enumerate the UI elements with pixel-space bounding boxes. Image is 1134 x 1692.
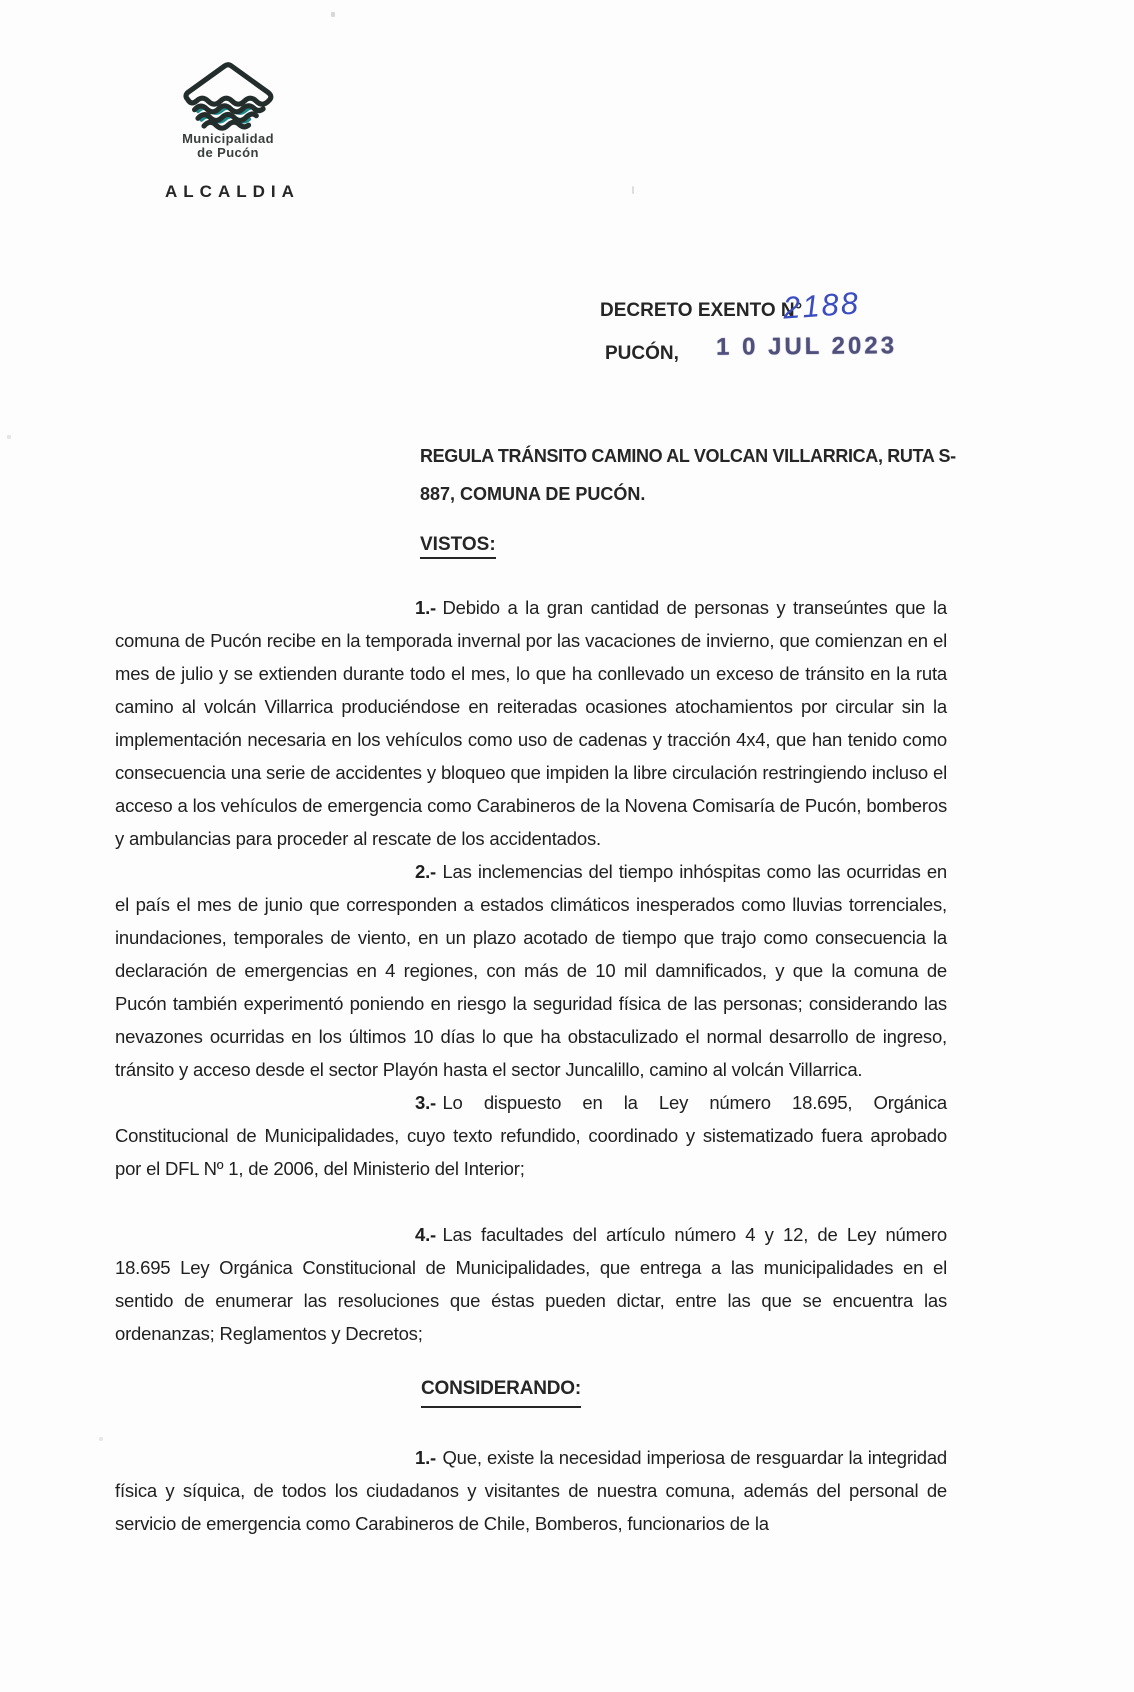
paragraph-text: Lo dispuesto en la Ley número 18.695, Orgánica Constitucional de Municipalidades, cuyo texto refundido, coordinado y sistematizado fuera aprobado por el DFL Nº 1, de 2006, del Ministerio del Interior;	[115, 1092, 947, 1179]
date-stamp: 1 0 JUL 2023	[715, 332, 898, 361]
vistos-heading	[420, 534, 496, 559]
decree-title-line1: REGULA TRÁNSITO CAMINO AL VOLCAN VILLARRICA, RUTA S-	[420, 446, 956, 466]
vistos-paragraph-2	[115, 855, 947, 1086]
decree-number-handwritten: 2188	[781, 285, 862, 326]
paragraph-text: Debido a la gran cantidad de personas y transeúntes que la comuna de Pucón recibe en la temporada invernal por las vacaciones de invierno, que comienzan en el mes de julio y se extienden durante todo el mes, lo que ha conllevado un exceso de tránsito en la ruta camino al volcán Villarrica produciéndose en reiteradas ocasiones atochamientos por circular sin la implementación necesaria en los vehículos como uso de cadenas y tracción 4x4, que han tenido como consecuencia una serie de accidentes y bloqueo que impiden la libre circulación restringiendo incluso el acceso a los vehículos de emergencia como Carabineros de la Novena Comisaría de Pucón, bomberos y ambulancias para proceder al rescate de los accidentados.	[115, 597, 947, 849]
paragraph-number: 3.-	[415, 1092, 436, 1113]
paragraph-number: 2.-	[415, 861, 436, 882]
scan-speck	[99, 1437, 103, 1441]
scan-speck	[7, 435, 11, 439]
decree-title-line2: 887, COMUNA DE PUCÓN.	[420, 484, 646, 504]
org-name-line2: de Pucón	[197, 145, 259, 160]
decree-exento-label: DECRETO EXENTO N°	[600, 300, 803, 321]
paragraph-number: 4.-	[415, 1224, 436, 1245]
paragraph-text: Las inclemencias del tiempo inhóspitas como las ocurridas en el país el mes de junio que corresponden a estados climáticos inesperados como lluvias torrenciales, inundaciones, temporales de viento, en un plazo acotado de tiempo que trajo como consecuencia la declaración de emergencias en 4 regiones, con más de 10 mil damnificados, y que la comuna de Pucón también experimentó poniendo en riesgo la seguridad física de las personas; considerando las nevazones ocurridas en los últimos 10 días lo que ha obstaculizado el normal desarrollo de ingreso, tránsito y acceso desde el sector Playón hasta el sector Juncalillo, camino al volcán Villarrica.	[115, 861, 947, 1080]
vistos-heading-text: VISTOS:	[420, 534, 496, 559]
municipality-logo-block	[163, 60, 293, 160]
volcano-waves-logo-icon	[168, 60, 288, 132]
decree-title	[420, 437, 956, 513]
considerando-paragraph-1	[115, 1441, 947, 1540]
vistos-paragraph-3	[115, 1086, 947, 1185]
scan-speck	[632, 186, 634, 194]
decree-body	[115, 591, 947, 1540]
paragraph-text: Las facultades del artículo número 4 y 12, de Ley número 18.695 Ley Orgánica Constitucional de Municipalidades, que entrega a las municipalidades en el sentido de enumerar las resoluciones que éstas pueden dictar, entre las que se encuentra las ordenanzas; Reglamentos y Decretos;	[115, 1224, 947, 1344]
considerando-heading	[421, 1372, 947, 1408]
vistos-paragraph-1	[115, 591, 947, 855]
org-name-line1: Municipalidad	[182, 131, 274, 146]
paragraph-number: 1.-	[415, 1447, 436, 1468]
paragraph-number: 1.-	[415, 597, 436, 618]
considerando-heading-text: CONSIDERANDO:	[421, 1372, 581, 1408]
paragraph-text: Que, existe la necesidad imperiosa de resguardar la integridad física y síquica, de todos los ciudadanos y visitantes de nuestra comuna, además del personal de servicio de emergencia como Carabineros de Chile, Bomberos, funcionarios de la	[115, 1447, 947, 1534]
place-label: PUCÓN,	[605, 343, 679, 364]
vistos-paragraph-4	[115, 1218, 947, 1350]
scan-speck	[331, 12, 335, 17]
department-label: ALCALDIA	[165, 182, 300, 201]
